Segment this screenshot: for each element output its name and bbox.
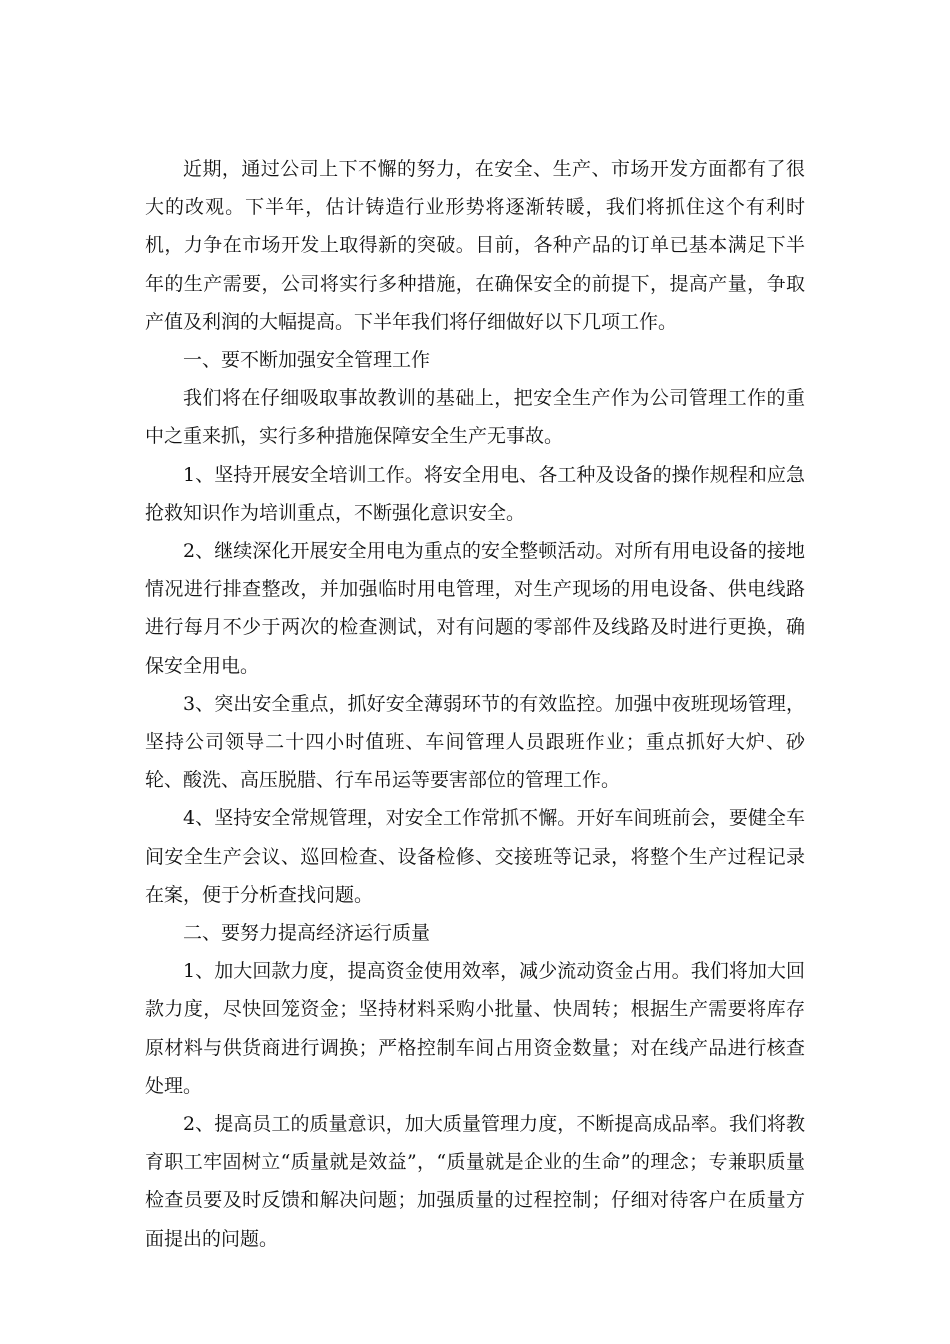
safety-item-training: 1、坚持开展安全培训工作。将安全用电、各工种及设备的操作规程和应急抢救知识作为培训重点，不断强化意识安全。 <box>145 463 805 524</box>
document-page <box>145 150 805 1258</box>
economy-item-funds: 1、加大回款力度，提高资金使用效率，减少流动资金占用。我们将加大回款力度，尽快回笼资金；坚持材料采购小批量、快周转；根据生产需要将库存原材料与供货商进行调换；严格控制车间占用资金数量；对在线产品进行核查处理。 <box>145 960 805 1097</box>
section-heading-economy: 二、要努力提高经济运行质量 <box>183 922 431 945</box>
intro-paragraph: 近期，通过公司上下不懈的努力，在安全、生产、市场开发方面都有了很大的改观。下半年，估计铸造行业形势将逐渐转暖，我们将抓住这个有利时机，力争在市场开发上取得新的突破。目前，各种产品的订单已基本满足下半年的生产需要，公司将实行多种措施，在确保安全的前提下，提高产量，争取产值及利润的大幅提高。下半年我们将仔细做好以下几项工作。 <box>145 158 805 333</box>
safety-item-routine: 4、坚持安全常规管理，对安全工作常抓不懈。开好车间班前会，要健全车间安全生产会议、巡回检查、设备检修、交接班等记录，将整个生产过程记录在案，便于分析查找问题。 <box>145 807 805 906</box>
safety-intro-paragraph: 我们将在仔细吸取事故教训的基础上，把安全生产作为公司管理工作的重中之重来抓，实行多种措施保障安全生产无事故。 <box>145 387 805 448</box>
safety-item-monitoring: 3、突出安全重点，抓好安全薄弱环节的有效监控。加强中夜班现场管理，坚持公司领导二十四小时值班、车间管理人员跟班作业；重点抓好大炉、砂轮、酸洗、高压脱腊、行车吊运等要害部位的管理工作。 <box>145 692 805 792</box>
safety-item-electricity: 2、继续深化开展安全用电为重点的安全整顿活动。对所有用电设备的接地情况进行排查整改，并加强临时用电管理，对生产现场的用电设备、供电线路进行每月不少于两次的检查测试，对有问题的零部件及线路及时进行更换，确保安全用电。 <box>145 540 805 677</box>
economy-item-quality: 2、提高员工的质量意识，加大质量管理力度，不断提高成品率。我们将教育职工牢固树立“质量就是效益”，“质量就是企业的生命”的理念；专兼职质量检查员要及时反馈和解决问题；加强质量的过程控制；仔细对待客户在质量方面提出的问题。 <box>145 1113 805 1250</box>
section-heading-safety: 一、要不断加强安全管理工作 <box>183 349 431 372</box>
